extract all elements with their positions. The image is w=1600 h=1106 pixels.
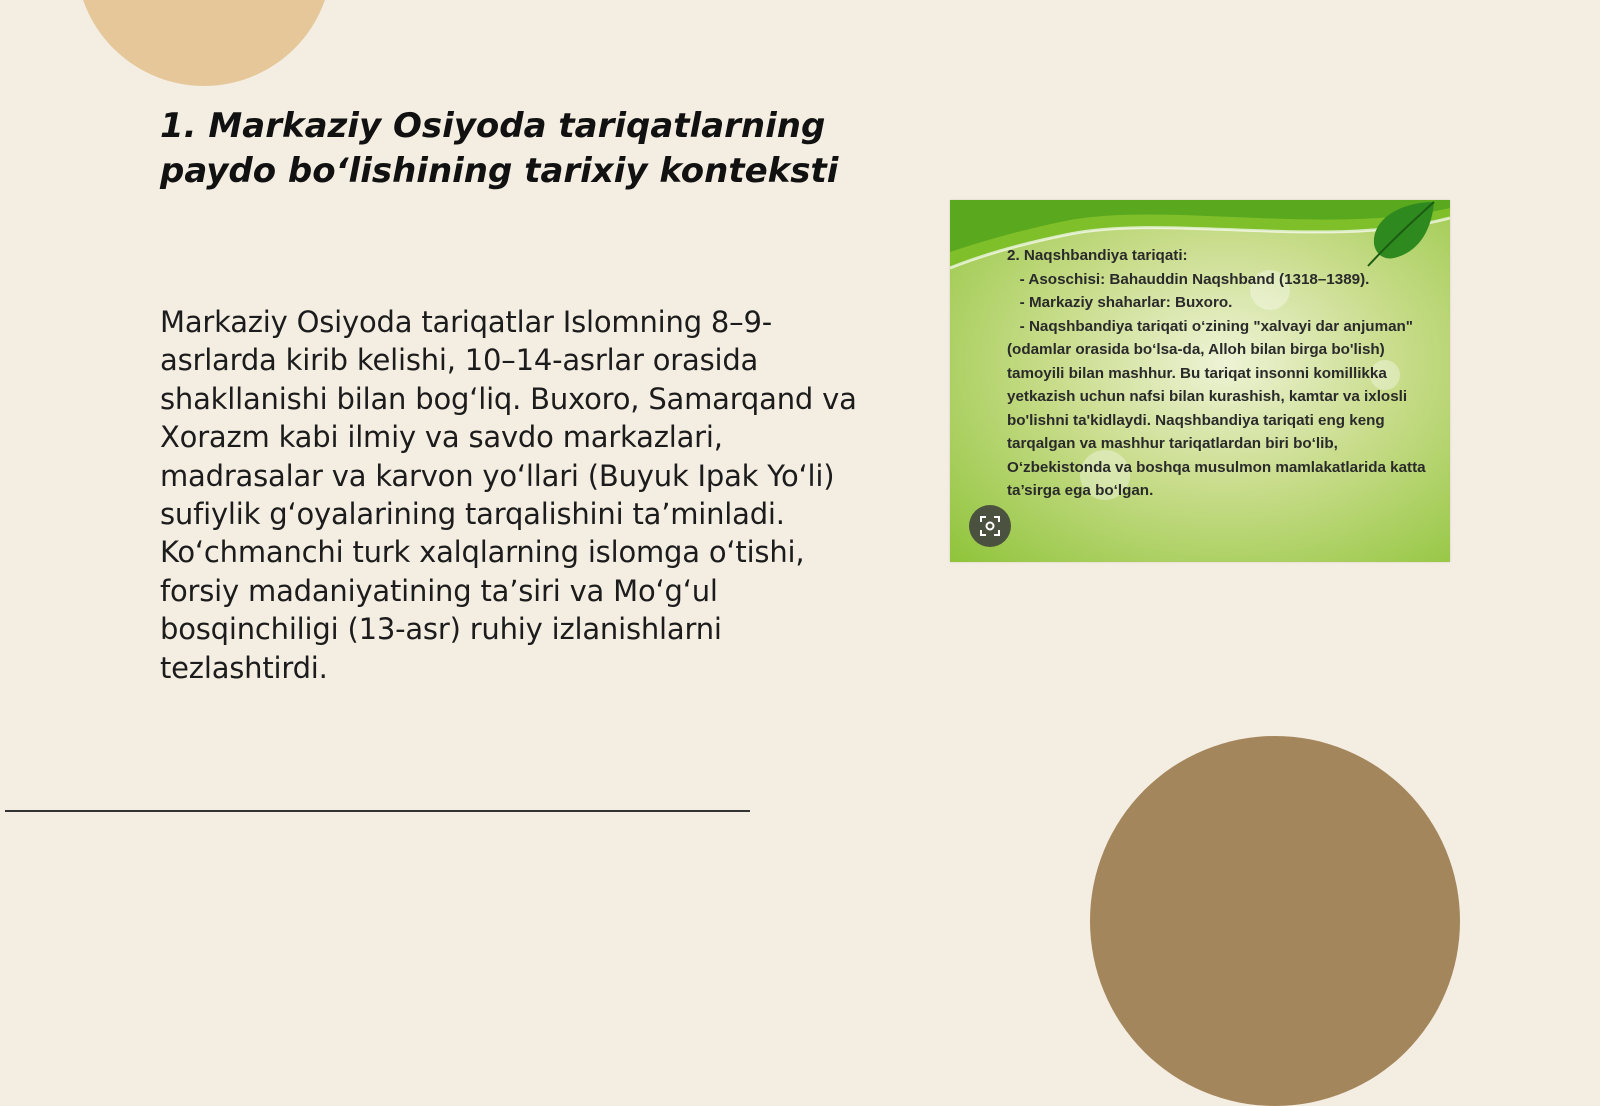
decorative-circle-top (76, 0, 332, 86)
embedded-slide-image (950, 200, 1450, 562)
slide-body-text: Markaziy Osiyoda tariqatlar Islomning 8–9-asrlarda kirib kelishi, 10–14-asrlar orasida shakllanishi bilan bog‘liq. Buxoro, Samarqand va Xorazm kabi ilmiy va savdo markazlari, madrasalar va karvon yo‘llari (Buyuk Ipak Yo‘li) sufiylik g‘oyalarining tarqalishini ta’minladi. Ko‘chmanchi turk xalqlarning islomga o‘tishi, forsiy madaniyatining ta’siri va Mo‘g‘ul bosqinchiligi (13-asr) ruhiy izlanishlarni tezlashtirdi. (160, 305, 857, 685)
camera-search-icon (978, 514, 1002, 538)
image-slide-text: 2. Naqshbandiya tariqati: - Asoschisi: Bahauddin Naqshband (1318–1389). - Markaziy shaharlar: Buxoro. - Naqshbandiya tariqati o‘zining "xalvayi dar anjuman" (odamlar orasida bo‘lsa-da, Alloh bilan birga bo'lish) tamoyili bilan mashhur. Bu tariqat insonni komillikka yetkazish uchun nafsi bilan kurashish, kamtar va ixlosli bo'lishni ta'kidlaydi. Naqshbandiya tariqati eng keng tarqalgan va mashhur tariqatlardan biri bo‘lib, O‘zbekistonda va boshqa musulmon mamlakatlarida katta ta’sirga ega bo‘lgan. (1007, 247, 1426, 499)
visual-search-icon[interactable] (969, 505, 1011, 547)
decorative-circle-bottom (1090, 736, 1460, 1106)
divider-line (5, 810, 750, 812)
slide-title: 1. Markaziy Osiyoda tariqatlarning paydo bo‘lishining tarixiy konteksti (160, 106, 839, 191)
